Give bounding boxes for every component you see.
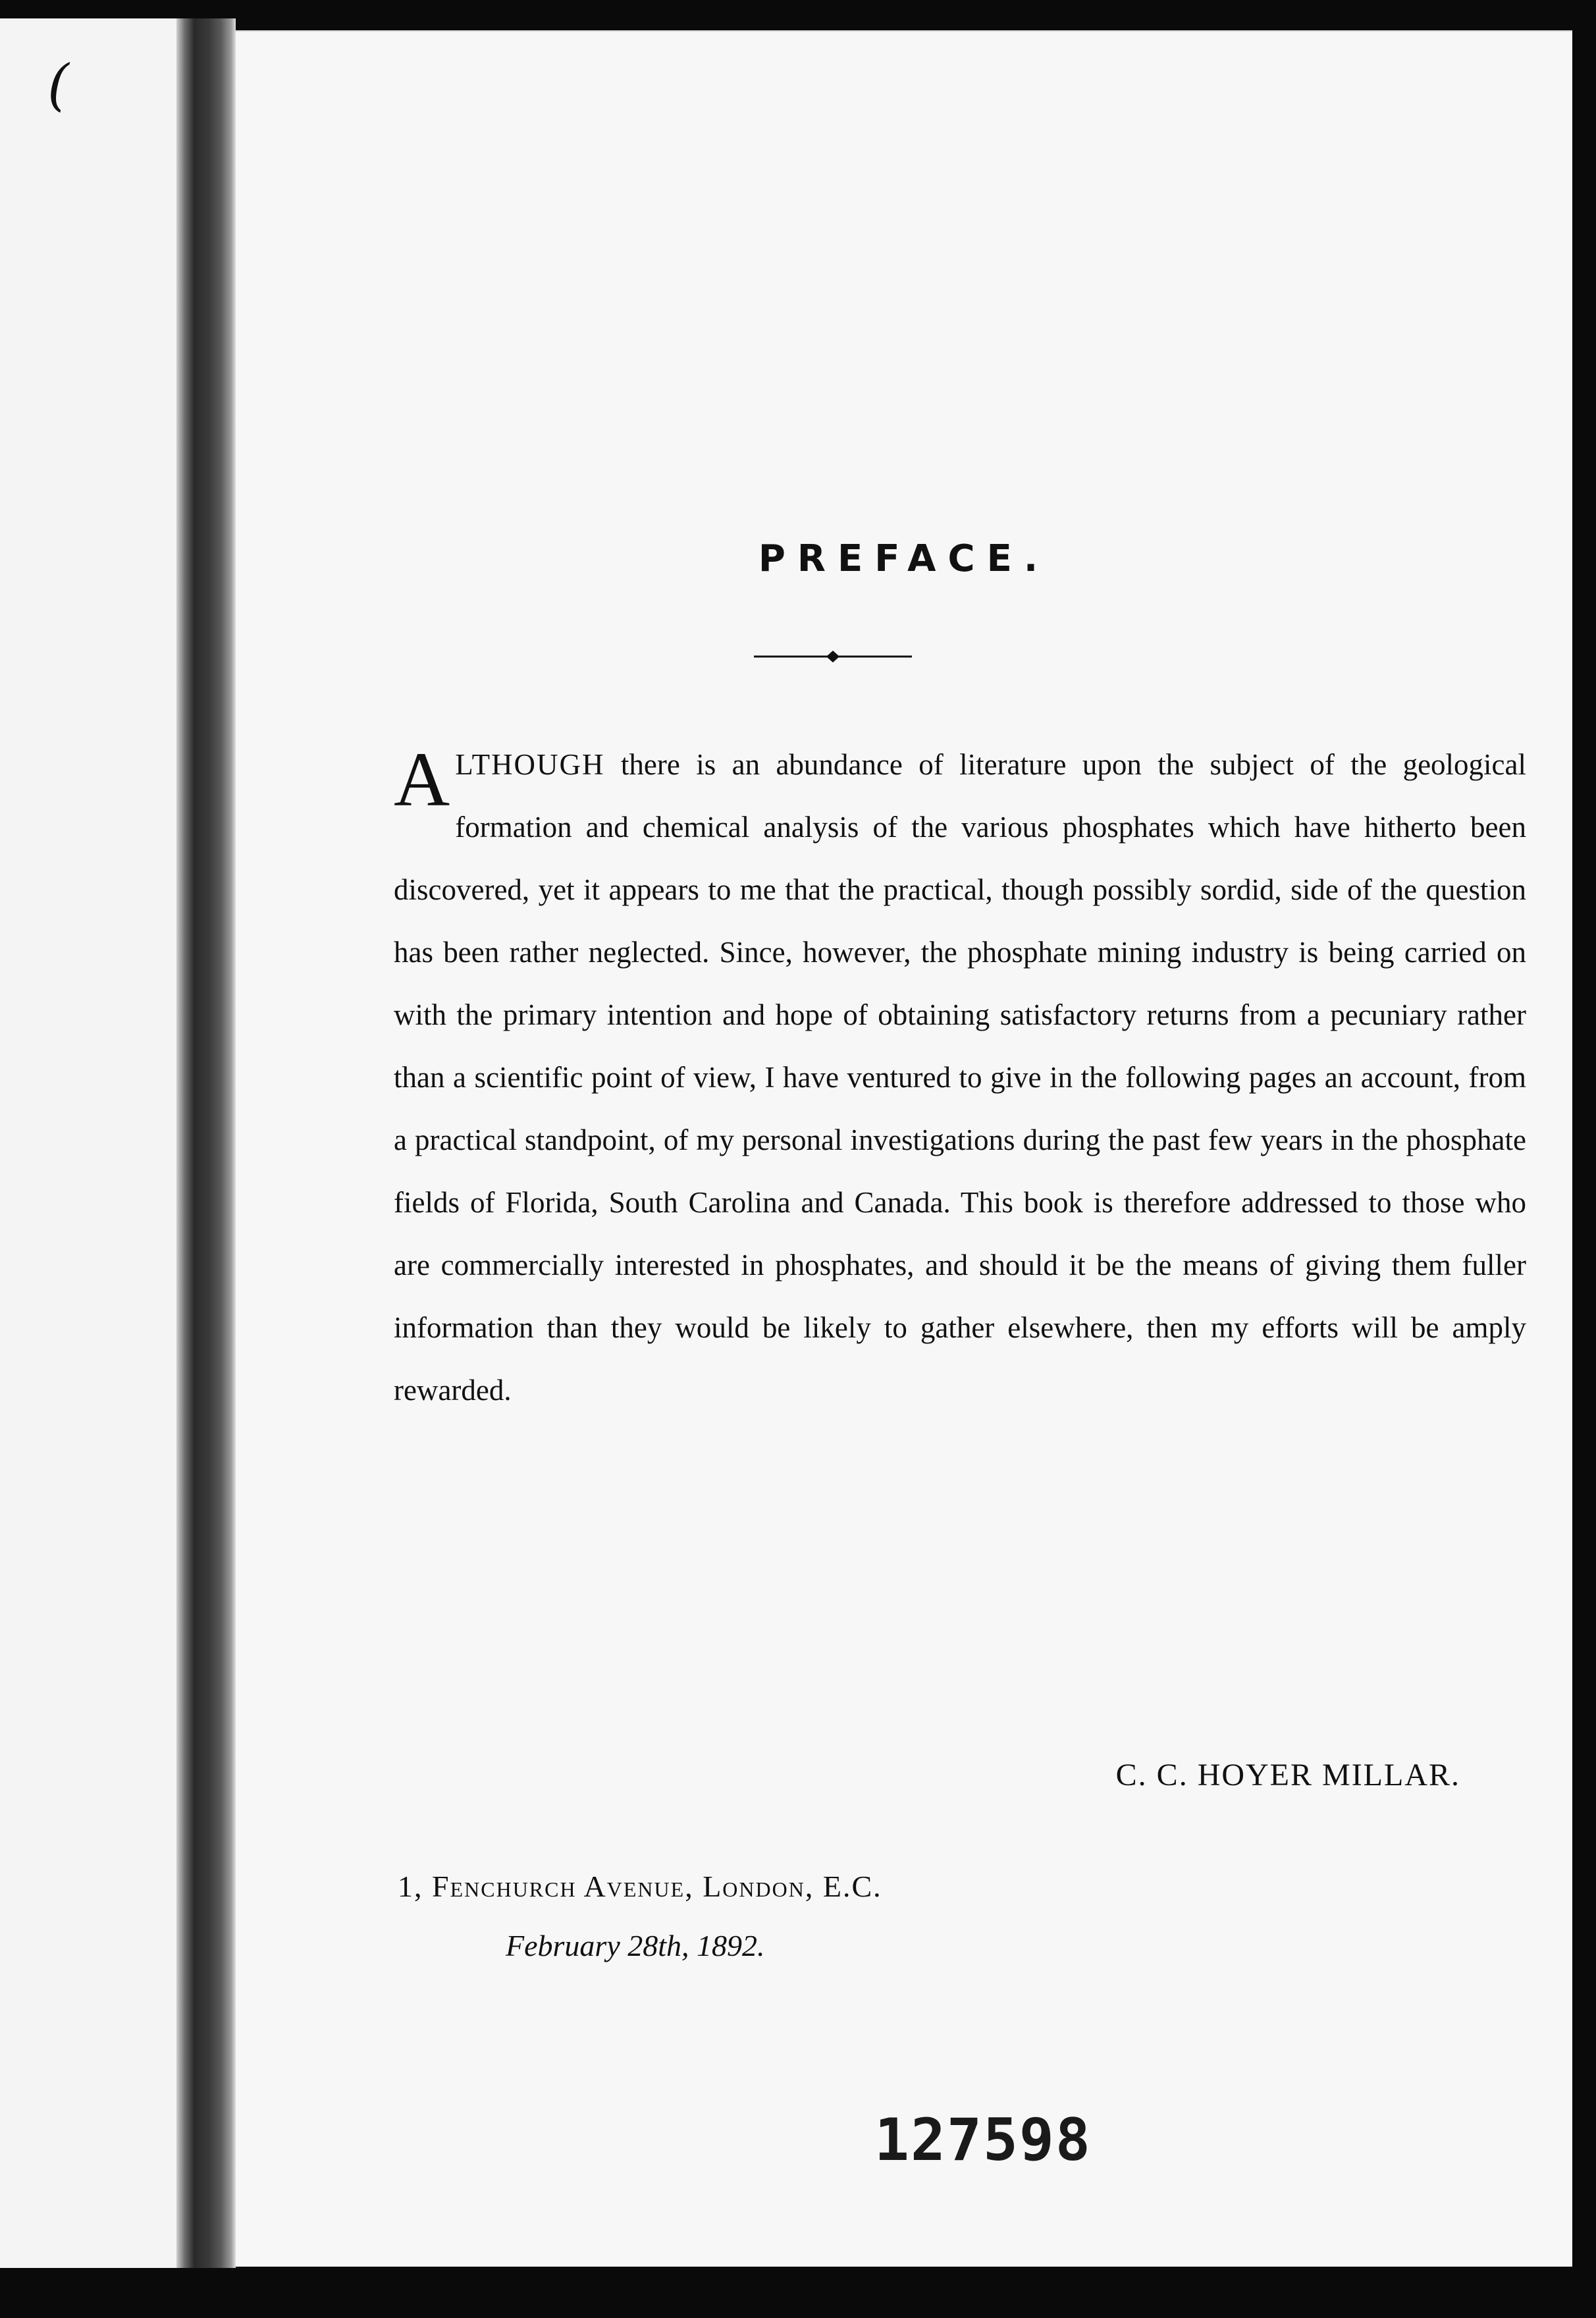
accession-number-stamp: 127598 — [874, 2106, 1092, 2174]
page-title: PREFACE. — [758, 537, 1050, 580]
preface-date: February 28th, 1892. — [506, 1929, 765, 1962]
lead-word: LTHOUGH — [455, 748, 605, 781]
author-signature: C. C. HOYER MILLAR. — [1115, 1758, 1460, 1792]
preface-body: there is an abundance of literature upon the subject of the geological formation and chemical analysis of the various phosphates which have hitherto been discovered, yet it appears to me that the practical, though possibly sordid, side of the question has been rather neglected. Since, however, the phosphate mining industry is being carried on with the primary intention and hope of obtaining satisfactory returns from a pecuniary rather than a scientific point of view, I have ventured to give in the following pages an account, from a practical standpoint, of my personal investigations during the past few years in the phosphate fields of Florida, South Carolina and Canada. This book is therefore addressed to those who are commercially interested in phosphates, and should it be the means of giving them fuller information than they would be likely to gather elsewhere, then my efforts will be amply rewarded. — [394, 748, 1526, 1407]
preface-page — [236, 30, 1572, 2267]
book-gutter — [176, 18, 236, 2268]
margin-mark: ( — [47, 53, 69, 117]
ornament-divider — [754, 647, 912, 666]
author-address: 1, Fenchurch Avenue, London, E.C. — [398, 1870, 882, 1903]
preface-paragraph — [394, 734, 1526, 1422]
drop-cap: A — [394, 736, 450, 822]
left-page — [0, 18, 176, 2268]
